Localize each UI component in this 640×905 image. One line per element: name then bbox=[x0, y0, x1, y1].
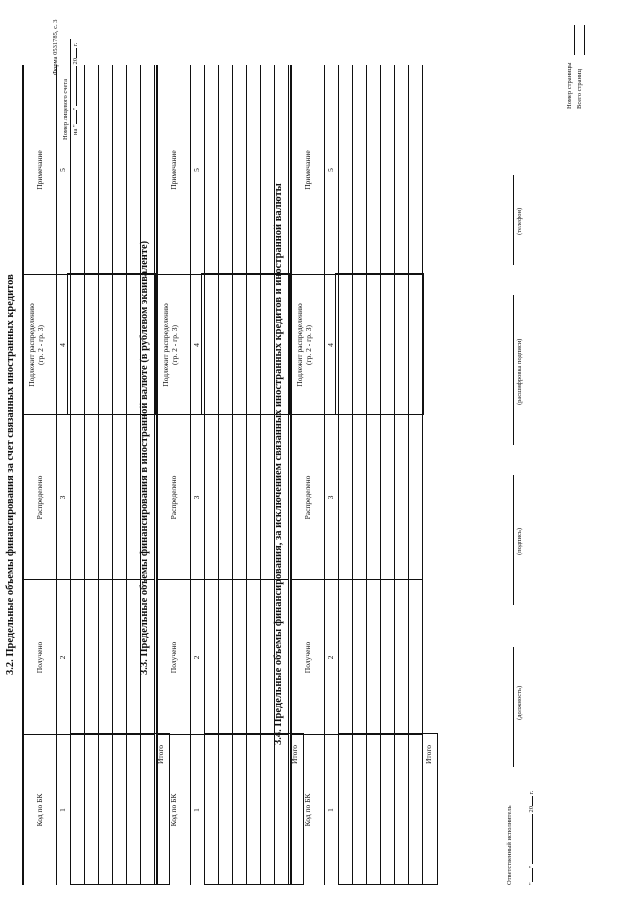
table-rule bbox=[324, 65, 325, 885]
column-header-label: Код по БК bbox=[169, 793, 178, 827]
decoding-caption: (расшифровка подписи) bbox=[516, 338, 523, 405]
column-header-label: Примечание bbox=[35, 150, 44, 190]
table-rule bbox=[290, 65, 292, 885]
table-cell[interactable] bbox=[85, 416, 97, 579]
highlight-box bbox=[204, 733, 304, 885]
total-pages-field[interactable] bbox=[576, 25, 585, 55]
column-header-formula: (гр. 2 - гр. 3) bbox=[35, 325, 45, 365]
column-number: 5 bbox=[58, 168, 67, 172]
table-cell[interactable] bbox=[353, 416, 365, 579]
column-header-code bbox=[170, 735, 179, 885]
total-pages-label: Всего страниц bbox=[576, 69, 583, 109]
column-header-label: Подлежит распределению bbox=[161, 303, 170, 387]
table-cell[interactable] bbox=[205, 581, 217, 734]
table-cell[interactable] bbox=[85, 66, 97, 274]
responsible-label: Ответственный исполнитель bbox=[506, 805, 513, 885]
table-cell[interactable] bbox=[219, 66, 231, 274]
table-cell[interactable] bbox=[113, 416, 125, 579]
total-label: Итого bbox=[156, 745, 165, 764]
column-header-to-distribute bbox=[162, 275, 179, 415]
table-cell[interactable] bbox=[71, 581, 83, 734]
table-cell[interactable] bbox=[367, 66, 379, 274]
column-header-note bbox=[36, 65, 45, 275]
section-table bbox=[290, 65, 422, 885]
table-rule bbox=[56, 65, 57, 885]
table-cell[interactable] bbox=[99, 66, 111, 274]
table-cell[interactable] bbox=[261, 416, 273, 579]
column-header-code bbox=[304, 735, 313, 885]
column-number: 3 bbox=[326, 495, 335, 500]
column-header-formula: (гр. 2 - гр. 3) bbox=[169, 325, 179, 365]
section-title: 3.4. Предельные объемы финансирования, за исключением связанных иностранных кредитов и иностранной валюты bbox=[273, 183, 284, 745]
table-rule bbox=[190, 65, 191, 885]
column-number: 3 bbox=[192, 495, 201, 500]
column-header-received bbox=[170, 580, 179, 735]
column-number: 1 bbox=[326, 808, 335, 812]
table-cell[interactable] bbox=[85, 581, 97, 734]
column-header-code bbox=[36, 735, 45, 885]
column-header-label: Подлежит распределению bbox=[27, 303, 36, 387]
table-cell[interactable] bbox=[261, 66, 273, 274]
table-cell[interactable] bbox=[127, 416, 139, 579]
table-cell[interactable] bbox=[409, 66, 421, 274]
table-cell[interactable] bbox=[381, 581, 393, 734]
table-cell[interactable] bbox=[233, 66, 245, 274]
table-cell[interactable] bbox=[339, 66, 351, 274]
section-title: 3.3. Предельные объемы финансирования в иностранной валюте (в рублевом эквиваленте) bbox=[139, 240, 150, 675]
table-cell[interactable] bbox=[395, 581, 407, 734]
column-header-label: Код по БК bbox=[35, 793, 44, 827]
column-header-label: Код по БК bbox=[303, 793, 312, 827]
column-header-formula: (гр. 2 - гр. 3) bbox=[303, 325, 313, 365]
section-table bbox=[22, 65, 154, 885]
section-table bbox=[156, 65, 288, 885]
table-cell[interactable] bbox=[367, 416, 379, 579]
table-cell[interactable] bbox=[99, 581, 111, 734]
highlight-box bbox=[338, 733, 438, 885]
column-number: 2 bbox=[192, 655, 201, 660]
table-cell[interactable] bbox=[247, 66, 259, 274]
table-cell[interactable] bbox=[381, 416, 393, 579]
account-number-line[interactable] bbox=[62, 39, 71, 67]
column-header-to-distribute bbox=[296, 275, 313, 415]
signature-field[interactable] bbox=[505, 475, 514, 605]
highlight-box bbox=[335, 273, 424, 415]
column-header-label: Получено bbox=[35, 641, 44, 674]
table-rule bbox=[156, 65, 158, 885]
table-cell[interactable] bbox=[247, 416, 259, 579]
table-cell[interactable] bbox=[233, 416, 245, 579]
column-number: 4 bbox=[192, 343, 201, 347]
column-number: 4 bbox=[58, 343, 67, 347]
column-header-label: Распределено bbox=[35, 475, 44, 520]
column-header-label: Примечание bbox=[169, 150, 178, 190]
date-line: на "" 20 г. bbox=[72, 42, 79, 135]
decoding-field[interactable] bbox=[505, 295, 514, 445]
table-cell[interactable] bbox=[113, 581, 125, 734]
column-number: 4 bbox=[326, 343, 335, 347]
column-header-received bbox=[304, 580, 313, 735]
column-number: 2 bbox=[326, 655, 335, 660]
table-cell[interactable] bbox=[71, 66, 83, 274]
table-cell[interactable] bbox=[261, 581, 273, 734]
column-number: 5 bbox=[192, 168, 201, 172]
column-header-note bbox=[304, 65, 313, 275]
phone-caption: (телефон) bbox=[516, 207, 523, 235]
table-cell[interactable] bbox=[205, 416, 217, 579]
phone-field[interactable] bbox=[505, 175, 514, 265]
column-header-label: Примечание bbox=[303, 150, 312, 190]
table-cell[interactable] bbox=[395, 416, 407, 579]
column-header-label: Распределено bbox=[303, 475, 312, 520]
table-cell[interactable] bbox=[409, 416, 421, 579]
table-cell[interactable] bbox=[219, 416, 231, 579]
column-number: 2 bbox=[58, 655, 67, 660]
signature-caption: (подпись) bbox=[516, 528, 523, 555]
table-cell[interactable] bbox=[339, 416, 351, 579]
column-header-distributed bbox=[170, 415, 179, 580]
table-cell[interactable] bbox=[395, 66, 407, 274]
form-reference: Форма 0531785, с. 3 bbox=[52, 19, 59, 75]
column-header-label: Подлежит распределению bbox=[295, 303, 304, 387]
column-number: 1 bbox=[192, 808, 201, 812]
column-header-distributed bbox=[304, 415, 313, 580]
table-cell[interactable] bbox=[409, 581, 421, 734]
table-cell[interactable] bbox=[367, 581, 379, 734]
table-cell[interactable] bbox=[71, 416, 83, 579]
position-field[interactable] bbox=[505, 647, 514, 767]
column-number: 5 bbox=[326, 168, 335, 172]
table-cell[interactable] bbox=[353, 581, 365, 734]
column-header-label: Распределено bbox=[169, 475, 178, 520]
column-number: 1 bbox=[58, 808, 67, 812]
table-cell[interactable] bbox=[127, 66, 139, 274]
table-cell[interactable] bbox=[113, 66, 125, 274]
column-header-received bbox=[36, 580, 45, 735]
page-number-label: Номер страницы bbox=[566, 62, 573, 109]
table-cell[interactable] bbox=[339, 581, 351, 734]
table-cell[interactable] bbox=[381, 66, 393, 274]
table-rule bbox=[22, 65, 24, 885]
column-header-label: Получено bbox=[303, 641, 312, 674]
section-title: 3.2. Предельные объемы финансирования за счет связанных иностранных кредитов bbox=[5, 274, 16, 675]
table-cell[interactable] bbox=[247, 581, 259, 734]
column-header-note bbox=[170, 65, 179, 275]
position-caption: (должность) bbox=[516, 685, 523, 720]
page-number-field[interactable] bbox=[566, 25, 575, 55]
column-header-distributed bbox=[36, 415, 45, 580]
footer-date-line: "" 20 г. bbox=[528, 790, 535, 885]
highlight-box bbox=[70, 733, 170, 885]
table-cell[interactable] bbox=[233, 581, 245, 734]
table-cell[interactable] bbox=[127, 581, 139, 734]
account-label: Номер лицевого счета bbox=[62, 78, 69, 140]
column-header-to-distribute bbox=[28, 275, 45, 415]
table-cell[interactable] bbox=[205, 66, 217, 274]
table-cell[interactable] bbox=[99, 416, 111, 579]
column-number: 3 bbox=[58, 495, 67, 500]
column-header-label: Получено bbox=[169, 641, 178, 674]
table-cell[interactable] bbox=[219, 581, 231, 734]
total-label: Итого bbox=[424, 745, 433, 764]
total-label: Итого bbox=[290, 745, 299, 764]
table-cell[interactable] bbox=[353, 66, 365, 274]
